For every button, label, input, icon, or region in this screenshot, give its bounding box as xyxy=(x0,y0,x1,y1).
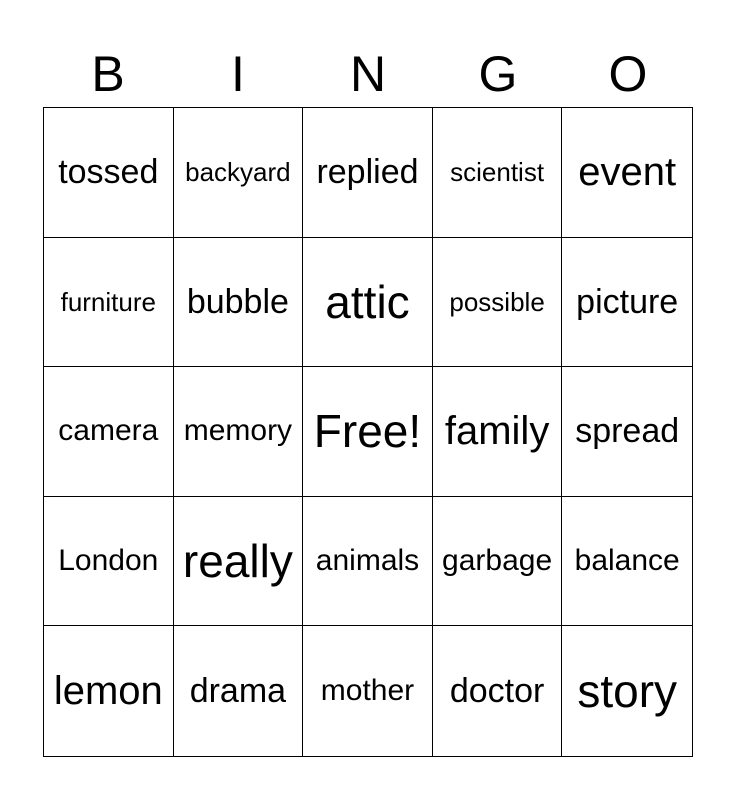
bingo-cell[interactable]: replied xyxy=(303,108,433,238)
bingo-cell[interactable]: animals xyxy=(303,497,433,627)
bingo-cell[interactable]: event xyxy=(562,108,692,238)
bingo-cell[interactable]: backyard xyxy=(174,108,304,238)
bingo-cell[interactable]: doctor xyxy=(433,626,563,756)
bingo-cell[interactable]: picture xyxy=(562,238,692,368)
header-letter-g: G xyxy=(478,46,518,102)
bingo-cell[interactable]: mother xyxy=(303,626,433,756)
bingo-header xyxy=(43,42,693,106)
bingo-cell[interactable]: London xyxy=(44,497,174,627)
bingo-cell[interactable]: drama xyxy=(174,626,304,756)
bingo-cell[interactable]: camera xyxy=(44,367,174,497)
bingo-cell[interactable]: family xyxy=(433,367,563,497)
bingo-cell[interactable]: bubble xyxy=(174,238,304,368)
bingo-cell[interactable]: story xyxy=(577,665,678,718)
bingo-cell[interactable]: possible xyxy=(433,238,563,368)
bingo-cell[interactable]: lemon xyxy=(44,626,174,756)
free-space-cell[interactable]: Free! xyxy=(303,367,433,497)
header-letter-o: O xyxy=(608,46,648,102)
header-letter-b: B xyxy=(91,46,125,102)
bingo-cell[interactable]: memory xyxy=(174,367,304,497)
bingo-board xyxy=(43,107,693,757)
bingo-cell[interactable]: spread xyxy=(562,367,692,497)
header-letter-i: I xyxy=(231,46,245,102)
bingo-cell[interactable]: scientist xyxy=(433,108,563,238)
bingo-cell[interactable]: garbage xyxy=(433,497,563,627)
header-letter-n: N xyxy=(349,46,387,102)
bingo-cell[interactable]: balance xyxy=(562,497,692,627)
bingo-cell[interactable]: attic xyxy=(303,238,433,368)
bingo-cell[interactable]: tossed xyxy=(44,108,174,238)
bingo-cell[interactable]: really xyxy=(174,497,304,627)
bingo-cell[interactable]: furniture xyxy=(44,238,174,368)
